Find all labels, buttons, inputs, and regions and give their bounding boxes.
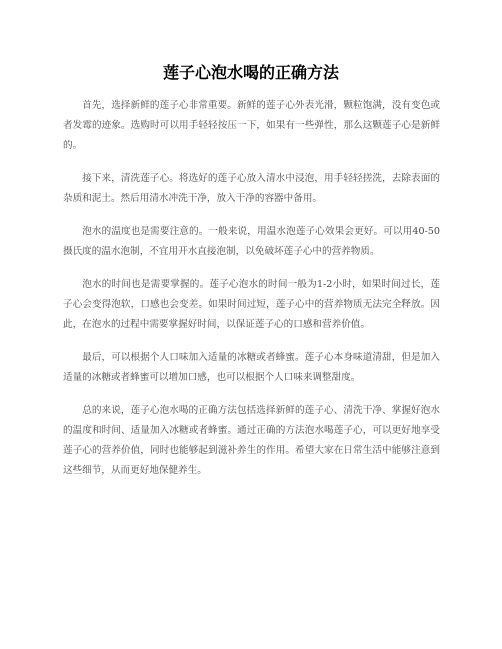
paragraph-5: 最后，可以根据个人口味加入适量的冰糖或者蜂蜜。莲子心本身味道清甜，但是加入适量的冰糖或者蜂蜜可以增加口感，也可以根据个人口味来调整甜度。 [63,352,440,383]
paragraph-1: 首先，选择新鲜的莲子心非常重要。新鲜的莲子心外表光滑，颗粒饱满，没有变色或者发霉的迹象。选购时可以用手轻轻按压一下，如果有一些弹性，那么这颗莲子心是新鲜的。 [63,100,440,151]
paragraph-3: 泡水的温度也是需要注意的。一般来说，用温水泡莲子心效果会更好。可以用40-50摄氏度的温水泡制，不宜用开水直接泡制，以免破坏莲子心中的营养物质。 [63,226,440,257]
paragraph-4: 泡水的时间也是需要掌握的。莲子心泡水的时间一般为1-2小时，如果时间过长，莲子心会变得泡软，口感也会变差。如果时间过短，莲子心中的营养物质无法完全释放。因此，在泡水的过程中需要掌握好时间，以保证莲子心的口感和营养价值。 [63,279,440,330]
document-title: 莲子心泡水喝的正确方法 [162,63,339,82]
document-body [63,96,440,494]
paragraph-6: 总的来说，莲子心泡水喝的正确方法包括选择新鲜的莲子心、清洗干净、掌握好泡水的温度和时间、适量加入冰糖或者蜂蜜。通过正确的方法泡水喝莲子心，可以更好地享受莲子心的营养价值，同时也能够起到滋补养生的作用。希望大家在日常生活中能够注意到这些细节，从而更好地保健养生。 [63,405,440,476]
paragraph-2: 接下来，清洗莲子心。将选好的莲子心放入清水中浸泡，用手轻轻搓洗，去除表面的杂质和泥土。然后用清水冲洗干净，放入干净的容器中备用。 [63,173,440,204]
